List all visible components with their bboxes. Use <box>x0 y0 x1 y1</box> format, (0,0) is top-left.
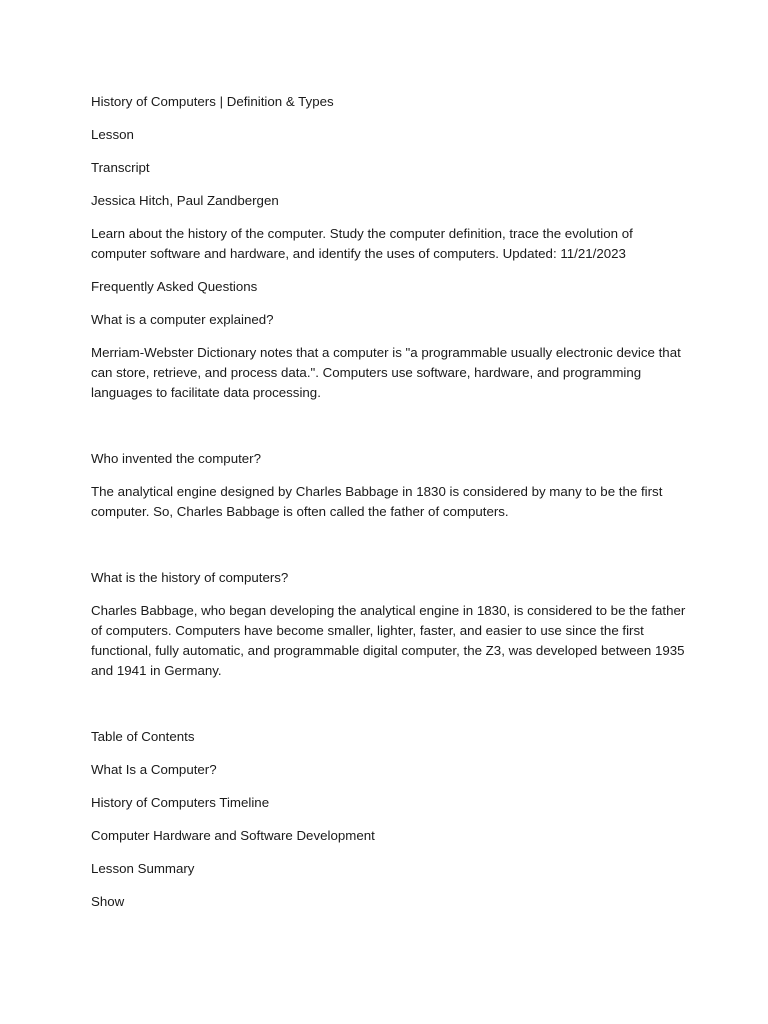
toc-item: Computer Hardware and Software Development <box>91 828 375 843</box>
summary: Learn about the history of the computer. Study the computer definition, trace the evolution of computer software and hardware, and identify the uses of computers. Updated: 11/21/2023 <box>91 226 633 261</box>
faq-answer: Merriam-Webster Dictionary notes that a computer is "a programmable usually electronic device that can store, retrieve, and process data.". Computers use software, hardware, and programming languages to facilitate data processing. <box>91 345 681 400</box>
faq-answer: Charles Babbage, who began developing the analytical engine in 1830, is considered to be the father of computers. Computers have become smaller, lighter, faster, and easier to use since the first functional, fully automatic, and programmable digital computer, the Z3, was developed between 1935 and 1941 in Germany. <box>91 603 686 678</box>
toc-item: What Is a Computer? <box>91 762 217 777</box>
faq-answer: The analytical engine designed by Charles Babbage in 1830 is considered by many to be the first computer. So, Charles Babbage is often called the father of computers. <box>91 484 663 519</box>
faq-question: What is a computer explained? <box>91 312 274 327</box>
toc-item: History of Computers Timeline <box>91 795 270 810</box>
transcript-label: Transcript <box>91 160 150 175</box>
spacer <box>91 416 691 449</box>
spacer <box>91 694 691 727</box>
faq-question: What is the history of computers? <box>91 570 289 585</box>
spacer <box>91 535 691 568</box>
authors: Jessica Hitch, Paul Zandbergen <box>91 193 279 208</box>
document-title: History of Computers | Definition & Types <box>91 94 334 109</box>
show-label: Show <box>91 894 125 909</box>
lesson-label: Lesson <box>91 127 134 142</box>
faq-heading: Frequently Asked Questions <box>91 279 258 294</box>
faq-question: Who invented the computer? <box>91 451 262 466</box>
toc-item: Lesson Summary <box>91 861 195 876</box>
document-content <box>91 92 691 925</box>
toc-heading: Table of Contents <box>91 729 195 744</box>
